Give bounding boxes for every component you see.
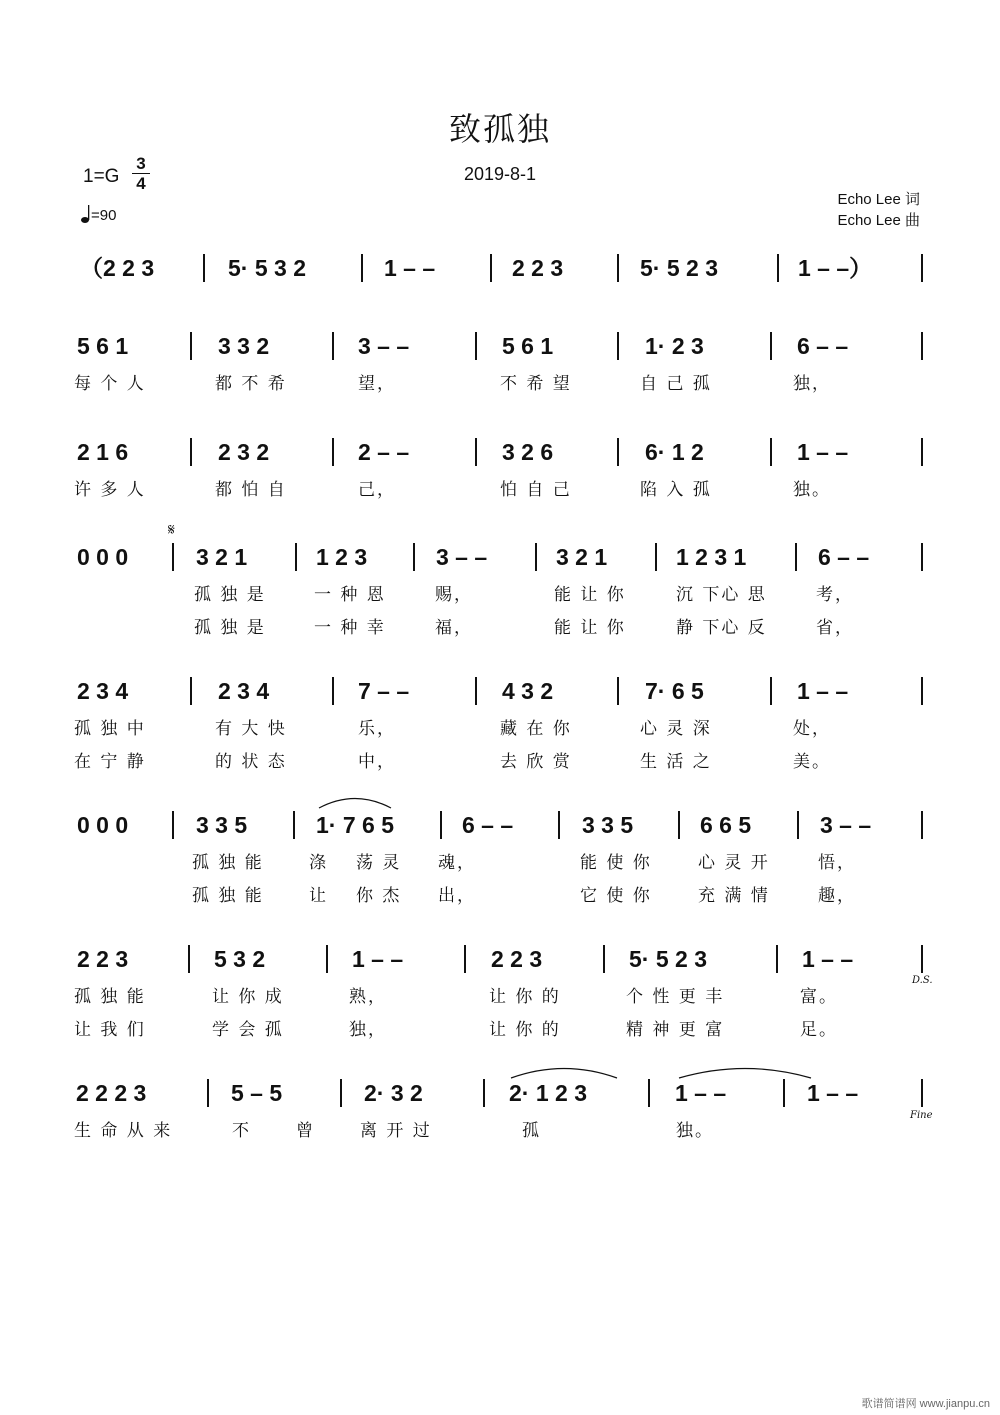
lyric-text: 能 使 你 xyxy=(580,853,652,873)
barline xyxy=(413,543,415,571)
song-title: 致孤独 xyxy=(448,110,551,148)
slur-arc xyxy=(318,795,392,809)
lyric-text: 自 己 孤 xyxy=(640,374,712,394)
lyric-text: 有 大 快 xyxy=(215,719,287,739)
score-row xyxy=(0,810,1000,850)
measure: 1 2 3 1 xyxy=(676,544,747,570)
barline xyxy=(795,543,797,571)
lyric-text: 能 让 你 xyxy=(554,618,626,638)
lyric-text: 离 开 过 xyxy=(360,1121,432,1141)
key-signature: 1=G xyxy=(83,166,120,187)
barline xyxy=(617,332,619,360)
measure: 5 3 2 xyxy=(214,946,266,972)
measure: 5· 5 2 3 xyxy=(640,255,718,281)
barline xyxy=(190,677,192,705)
lyric-text: 魂， xyxy=(438,853,476,873)
lyric-text: 生 活 之 xyxy=(640,752,712,772)
measure: 1 – – xyxy=(807,1080,859,1106)
lyric-text: 充 满 情 xyxy=(698,886,770,906)
lyric-text: 独， xyxy=(349,1020,387,1040)
barline xyxy=(361,254,363,282)
lyric-text: 考， xyxy=(816,585,854,605)
barline xyxy=(203,254,205,282)
barline xyxy=(464,945,466,973)
barline xyxy=(648,1079,650,1107)
barline xyxy=(921,677,923,705)
measure: 2· 3 2 xyxy=(364,1080,423,1106)
barline xyxy=(475,438,477,466)
lyric-text: 孤 独 中 xyxy=(74,719,146,739)
measure: 5 6 1 xyxy=(77,333,129,359)
lyric-text: 处， xyxy=(793,719,831,739)
score-row xyxy=(0,253,1000,293)
lyric-text: 乐， xyxy=(358,719,396,739)
lyric-text: 精 神 更 富 xyxy=(626,1020,725,1040)
measure: 1· 2 3 xyxy=(645,333,704,359)
measure: 2 1 6 xyxy=(77,439,129,465)
barline xyxy=(190,332,192,360)
lyric-text: 涤 xyxy=(309,853,328,873)
lyric-text: 熟， xyxy=(349,987,387,1007)
lyric-text: 心 灵 深 xyxy=(640,719,712,739)
barline xyxy=(332,438,334,466)
measure: 3 2 6 xyxy=(502,439,554,465)
lyric-text: 它 使 你 xyxy=(580,886,652,906)
measure: 7· 6 5 xyxy=(645,678,704,704)
measure: 6 – – xyxy=(818,544,870,570)
lyric-text: 独。 xyxy=(793,480,831,500)
lyric-line xyxy=(0,718,1000,740)
measure: 3 – – xyxy=(358,333,410,359)
lyric-text: 福， xyxy=(435,618,473,638)
measure: 3 2 1 xyxy=(556,544,608,570)
lyric-text: 去 欣 赏 xyxy=(500,752,572,772)
barline xyxy=(188,945,190,973)
barline xyxy=(797,811,799,839)
measure: 2 – – xyxy=(358,439,410,465)
measure: 1 – – xyxy=(384,255,436,281)
barline xyxy=(207,1079,209,1107)
lyric-text: 个 性 更 丰 xyxy=(626,987,725,1007)
lyric-line xyxy=(0,584,1000,606)
barline xyxy=(921,945,923,973)
barline xyxy=(535,543,537,571)
barline xyxy=(921,1079,923,1107)
barline xyxy=(783,1079,785,1107)
fine-marking: Fine xyxy=(910,1110,933,1121)
lyric-text: 都 怕 自 xyxy=(215,480,287,500)
lyric-text: 生 命 从 来 xyxy=(74,1121,173,1141)
barline xyxy=(921,811,923,839)
barline xyxy=(172,811,174,839)
lyric-text: 美。 xyxy=(793,752,831,772)
score-row xyxy=(0,331,1000,371)
barline xyxy=(475,332,477,360)
lyric-text: 让 xyxy=(309,886,328,906)
measure: 0 0 0 xyxy=(77,812,129,838)
lyric-text: 都 不 希 xyxy=(215,374,287,394)
measure: 3 – – xyxy=(436,544,488,570)
lyric-text: 一 种 恩 xyxy=(314,585,386,605)
lyric-line xyxy=(0,1120,1000,1142)
measure: 1 – – xyxy=(802,946,854,972)
barline xyxy=(558,811,560,839)
barline xyxy=(295,543,297,571)
barline xyxy=(776,945,778,973)
lyric-text: 足。 xyxy=(800,1020,838,1040)
score-row xyxy=(0,437,1000,477)
ds-marking: D.S. xyxy=(912,975,933,986)
lyric-text: 中， xyxy=(358,752,396,772)
measure: 5· 5 2 3 xyxy=(629,946,707,972)
lyric-text: 让 我 们 xyxy=(74,1020,146,1040)
score-row xyxy=(0,542,1000,582)
lyric-text: 让 你 的 xyxy=(489,987,561,1007)
barline xyxy=(340,1079,342,1107)
measure: 2 3 4 xyxy=(218,678,270,704)
lyric-line-second-verse xyxy=(0,617,1000,639)
measure: 2 3 4 xyxy=(77,678,129,704)
barline xyxy=(440,811,442,839)
lyric-text: 赐， xyxy=(435,585,473,605)
lyric-line xyxy=(0,852,1000,874)
lyric-line xyxy=(0,373,1000,395)
measure: 2 2 2 3 xyxy=(76,1080,147,1106)
measure: 1 – – xyxy=(675,1080,727,1106)
measure: 2· 1 2 3 xyxy=(509,1080,587,1106)
lyric-text: 出， xyxy=(438,886,476,906)
lyric-text: 孤 独 是 xyxy=(194,618,266,638)
lyricist-credit: Echo Lee 词 xyxy=(837,191,920,208)
barline xyxy=(617,254,619,282)
lyric-text: 独， xyxy=(793,374,831,394)
barline xyxy=(332,332,334,360)
segno-sign: 𝄋 xyxy=(168,520,175,539)
barline xyxy=(603,945,605,973)
barline xyxy=(921,332,923,360)
lyric-text: 孤 独 能 xyxy=(74,987,146,1007)
lyric-text: 不 希 望 xyxy=(500,374,572,394)
measure: 1 – –） xyxy=(798,255,873,281)
barline xyxy=(770,677,772,705)
measure: 0 0 0 xyxy=(77,544,129,570)
measure: 5· 5 3 2 xyxy=(228,255,306,281)
measure: 2 2 3 xyxy=(77,946,129,972)
measure: 3 3 5 xyxy=(582,812,634,838)
lyric-text: 趣， xyxy=(818,886,856,906)
lyric-text: 怕 自 己 xyxy=(500,480,572,500)
lyric-text: 学 会 孤 xyxy=(212,1020,284,1040)
barline xyxy=(770,438,772,466)
lyric-text: 陷 入 孤 xyxy=(640,480,712,500)
barline xyxy=(172,543,174,571)
score-row xyxy=(0,676,1000,716)
measure: 1· 7 6 5 xyxy=(316,812,394,838)
measure: 5 – 5 xyxy=(231,1080,283,1106)
measure: 6 6 5 xyxy=(700,812,752,838)
lyric-text: 能 让 你 xyxy=(554,585,626,605)
lyric-text: 静 下心 反 xyxy=(676,618,767,638)
lyric-line xyxy=(0,986,1000,1008)
measure: 3 3 5 xyxy=(196,812,248,838)
lyric-text: 孤 xyxy=(522,1121,541,1141)
barline xyxy=(475,677,477,705)
lyric-text: 许 多 人 xyxy=(74,480,146,500)
lyric-text: 独。 xyxy=(676,1121,714,1141)
lyric-text: 荡 灵 xyxy=(356,853,402,873)
lyric-text: 沉 下心 思 xyxy=(676,585,767,605)
lyric-text: 富。 xyxy=(800,987,838,1007)
measure: （2 2 3 xyxy=(80,255,155,281)
barline xyxy=(332,677,334,705)
lyric-text: 每 个 人 xyxy=(74,374,146,394)
barline xyxy=(483,1079,485,1107)
measure: 6 – – xyxy=(797,333,849,359)
barline xyxy=(190,438,192,466)
lyric-text: 的 状 态 xyxy=(215,752,287,772)
lyric-line xyxy=(0,479,1000,501)
measure: 3 3 2 xyxy=(218,333,270,359)
lyric-text: 在 宁 静 xyxy=(74,752,146,772)
composer-credit: Echo Lee 曲 xyxy=(837,212,920,229)
measure: 1 2 3 xyxy=(316,544,368,570)
barline xyxy=(490,254,492,282)
tempo-marking xyxy=(81,204,116,224)
measure: 7 – – xyxy=(358,678,410,704)
lyric-text: 让 你 成 xyxy=(212,987,284,1007)
lyric-text: 让 你 的 xyxy=(489,1020,561,1040)
measure: 1 – – xyxy=(797,439,849,465)
lyric-text: 悟， xyxy=(818,853,856,873)
barline xyxy=(678,811,680,839)
measure: 5 6 1 xyxy=(502,333,554,359)
lyric-text: 孤 独 能 xyxy=(192,853,264,873)
lyric-text: 望， xyxy=(358,374,396,394)
barline xyxy=(921,438,923,466)
lyric-text: 孤 独 是 xyxy=(194,585,266,605)
quarter-note-icon xyxy=(81,204,91,224)
lyric-text: 己， xyxy=(358,480,396,500)
song-date: 2019-8-1 xyxy=(463,164,537,184)
measure: 2 2 3 xyxy=(512,255,564,281)
measure: 6· 1 2 xyxy=(645,439,704,465)
lyric-text: 心 灵 开 xyxy=(698,853,770,873)
score-row xyxy=(0,1078,1000,1118)
lyric-text: 你 杰 xyxy=(356,886,402,906)
barline xyxy=(617,438,619,466)
time-signature-numerator: 3 xyxy=(136,154,146,173)
time-signature xyxy=(130,154,152,193)
barline xyxy=(921,543,923,571)
lyric-line-second-verse xyxy=(0,751,1000,773)
barline xyxy=(293,811,295,839)
measure: 1 – – xyxy=(352,946,404,972)
barline xyxy=(326,945,328,973)
tempo-value: =90 xyxy=(91,207,117,224)
barline xyxy=(770,332,772,360)
lyric-text: 不 xyxy=(232,1121,251,1141)
barline xyxy=(777,254,779,282)
slur-arc xyxy=(678,1065,812,1079)
lyric-text: 省， xyxy=(816,618,854,638)
barline xyxy=(921,254,923,282)
measure: 6 – – xyxy=(462,812,514,838)
time-signature-denominator: 4 xyxy=(136,174,146,193)
lyric-line-second-verse xyxy=(0,1019,1000,1041)
measure: 3 2 1 xyxy=(196,544,248,570)
measure: 2 3 2 xyxy=(218,439,270,465)
lyric-text: 曾 xyxy=(296,1121,315,1141)
lyric-text: 藏 在 你 xyxy=(500,719,572,739)
lyric-text: 一 种 幸 xyxy=(314,618,386,638)
measure: 1 – – xyxy=(797,678,849,704)
measure: 4 3 2 xyxy=(502,678,554,704)
watermark: 歌谱简谱网 www.jianpu.cn xyxy=(861,1398,990,1410)
barline xyxy=(655,543,657,571)
measure: 3 – – xyxy=(820,812,872,838)
measure: 2 2 3 xyxy=(491,946,543,972)
score-row xyxy=(0,944,1000,984)
slur-arc xyxy=(510,1065,618,1079)
barline xyxy=(617,677,619,705)
lyric-text: 孤 独 能 xyxy=(192,886,264,906)
lyric-line-second-verse xyxy=(0,885,1000,907)
